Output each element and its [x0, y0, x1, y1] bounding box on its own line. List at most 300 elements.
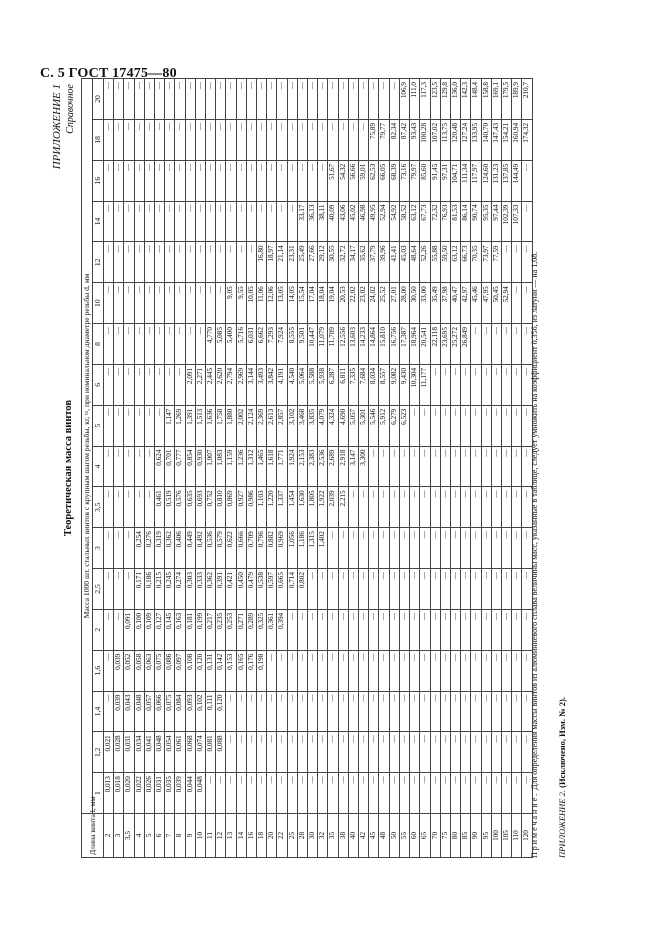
diameter-header: 20	[92, 79, 103, 120]
mass-cell: 129,8	[440, 79, 450, 120]
mass-cell: 0,163	[174, 609, 184, 650]
mass-cell: 4,191	[276, 364, 286, 405]
mass-cell: —	[185, 201, 195, 242]
mass-cell: —	[440, 364, 450, 405]
mass-cell: 35,49	[430, 283, 440, 324]
mass-cell: 0,479	[246, 569, 256, 610]
mass-cell: 0,176	[246, 650, 256, 691]
mass-cell: —	[287, 691, 297, 732]
mass-cell: 56,66	[348, 160, 358, 201]
mass-cell: —	[144, 119, 154, 160]
mass-cell: 0,075	[154, 650, 164, 691]
mass-cell: —	[276, 201, 286, 242]
mass-cell: 0,276	[144, 528, 154, 569]
mass-cell: 0,061	[174, 732, 184, 773]
mass-cell: 120,48	[450, 119, 460, 160]
mass-cell: 0,031	[154, 773, 164, 814]
mass-cell: —	[317, 160, 327, 201]
mass-cell: —	[246, 79, 256, 120]
mass-cell: —	[144, 364, 154, 405]
mass-cell: 5,400	[225, 324, 235, 365]
mass-cell: —	[236, 691, 246, 732]
mass-cell: —	[430, 405, 440, 446]
table-row	[481, 79, 491, 858]
mass-cell: 1,007	[205, 446, 215, 487]
mass-cell: 0,020	[123, 773, 133, 814]
mass-cell: —	[266, 160, 276, 201]
mass-cell: —	[113, 160, 123, 201]
mass-cell: —	[409, 487, 419, 528]
mass-cell: 36,13	[307, 201, 317, 242]
mass-cell: —	[440, 446, 450, 487]
mass-cell: 20,53	[338, 283, 348, 324]
mass-cell: 0,869	[225, 487, 235, 528]
mass-cell: 1,636	[205, 405, 215, 446]
mass-cell: —	[491, 364, 501, 405]
mass-cell: —	[511, 242, 521, 283]
length-cell: 95	[481, 814, 491, 858]
rotated-content	[51, 78, 611, 858]
length-cell: 22	[276, 814, 286, 858]
mass-cell: —	[287, 119, 297, 160]
mass-cell: 0,927	[236, 487, 246, 528]
length-cell: 4	[134, 814, 144, 858]
mass-cell: —	[266, 773, 276, 814]
mass-cell: 3,144	[246, 364, 256, 405]
mass-cell: —	[481, 569, 491, 610]
mass-cell: 25,272	[450, 324, 460, 365]
mass-cell: 2,369	[256, 405, 266, 446]
mass-cell: 0,108	[185, 650, 195, 691]
mass-cell: —	[491, 732, 501, 773]
mass-cell: —	[154, 405, 164, 446]
mass-cell: —	[511, 773, 521, 814]
mass-cell: —	[409, 773, 419, 814]
mass-cell: 67,73	[419, 201, 429, 242]
mass-cell: 158,8	[481, 79, 491, 120]
mass-cell: —	[440, 650, 450, 691]
mass-cell: —	[123, 283, 133, 324]
length-cell: 12	[215, 814, 225, 858]
mass-cell: —	[409, 691, 419, 732]
mass-cell: —	[450, 528, 460, 569]
mass-cell: —	[481, 773, 491, 814]
mass-cell: —	[113, 609, 123, 650]
mass-cell: 0,035	[164, 773, 174, 814]
table-row	[450, 79, 460, 858]
mass-cell: —	[256, 160, 266, 201]
mass-cell: —	[348, 732, 358, 773]
mass-cell: 0,021	[103, 732, 113, 773]
mass-cell: —	[134, 283, 144, 324]
mass-cell: —	[154, 283, 164, 324]
mass-cell: —	[266, 119, 276, 160]
mass-cell: 23,02	[358, 283, 368, 324]
mass-cell: 0,026	[144, 773, 154, 814]
mass-cell: —	[338, 691, 348, 732]
mass-cell: 0,091	[123, 609, 133, 650]
mass-cell: 0,131	[205, 650, 215, 691]
mass-cell: 63,12	[409, 201, 419, 242]
mass-cell: —	[368, 528, 378, 569]
length-cell: 85	[460, 814, 470, 858]
mass-cell: 9,501	[297, 324, 307, 365]
table-row	[164, 79, 174, 858]
table-row	[327, 79, 337, 858]
mass-cell: 117,3	[419, 79, 429, 120]
mass-cell: —	[358, 609, 368, 650]
mass-cell: —	[430, 528, 440, 569]
mass-cell: 0,044	[185, 773, 195, 814]
mass-cell: —	[154, 119, 164, 160]
diameter-header: 12	[92, 242, 103, 283]
mass-cell: —	[440, 609, 450, 650]
diameter-header: 10	[92, 283, 103, 324]
mass-cell: 10,05	[246, 283, 256, 324]
mass-cell: 0,084	[174, 691, 184, 732]
length-cell: 10	[195, 814, 205, 858]
mass-cell: 10,304	[409, 364, 419, 405]
mass-cell: —	[511, 569, 521, 610]
table-row	[338, 79, 348, 858]
mass-cell: —	[491, 773, 501, 814]
mass-cell: —	[399, 528, 409, 569]
table-row	[511, 79, 521, 858]
mass-cell: —	[450, 487, 460, 528]
mass-cell: —	[297, 732, 307, 773]
mass-cell: 3,835	[307, 405, 317, 446]
mass-cell: —	[113, 405, 123, 446]
mass-cell: —	[103, 446, 113, 487]
mass-cell: 47,95	[481, 283, 491, 324]
mass-cell: —	[246, 119, 256, 160]
mass-cell: —	[358, 528, 368, 569]
mass-cell: —	[205, 242, 215, 283]
mass-cell: 8,557	[378, 364, 388, 405]
mass-cell: —	[103, 79, 113, 120]
mass-cell: —	[481, 609, 491, 650]
mass-cell: —	[174, 242, 184, 283]
mass-cell: —	[103, 242, 113, 283]
mass-cell: 113,75	[440, 119, 450, 160]
mass-cell: —	[307, 650, 317, 691]
mass-cell: 104,71	[450, 160, 460, 201]
mass-cell: —	[123, 79, 133, 120]
mass-cell: 23,695	[440, 324, 450, 365]
mass-cell: 100,28	[419, 119, 429, 160]
mass-cell: —	[450, 364, 460, 405]
mass-cell: —	[225, 732, 235, 773]
mass-cell: —	[154, 160, 164, 201]
mass-cell: 1,269	[174, 405, 184, 446]
mass-cell: —	[327, 569, 337, 610]
mass-cell: 3,102	[287, 405, 297, 446]
mass-cell: —	[368, 487, 378, 528]
mass-cell: —	[195, 324, 205, 365]
mass-cell: —	[511, 364, 521, 405]
mass-cell: —	[103, 324, 113, 365]
mass-cell: —	[358, 487, 368, 528]
mass-cell: —	[144, 79, 154, 120]
mass-cell: —	[430, 446, 440, 487]
mass-cell: 0,752	[205, 487, 215, 528]
mass-cell: —	[317, 732, 327, 773]
mass-cell: 1,454	[287, 487, 297, 528]
mass-cell: —	[134, 405, 144, 446]
table-row	[430, 79, 440, 858]
mass-cell: —	[470, 324, 480, 365]
table-row	[287, 79, 297, 858]
mass-cell: —	[256, 691, 266, 732]
mass-cell: 15,810	[378, 324, 388, 365]
mass-cell: —	[491, 609, 501, 650]
mass-cell: 11,079	[317, 324, 327, 365]
mass-cell: 0,325	[256, 609, 266, 650]
mass-cell: 90,74	[470, 201, 480, 242]
mass-cell: 5,588	[307, 364, 317, 405]
mass-cell: 5,301	[358, 405, 368, 446]
mass-cell: —	[287, 650, 297, 691]
mass-cell: —	[419, 609, 429, 650]
mass-cell: 6,279	[389, 405, 399, 446]
table-row	[246, 79, 256, 858]
mass-cell: 137,85	[501, 160, 511, 201]
mass-cell: —	[297, 609, 307, 650]
mass-cell: —	[460, 528, 470, 569]
mass-cell: 0,066	[154, 691, 164, 732]
mass-cell: —	[440, 528, 450, 569]
mass-cell: —	[256, 773, 266, 814]
mass-cell: —	[501, 609, 511, 650]
mass-cell: 0,186	[144, 569, 154, 610]
length-cell: 30	[307, 814, 317, 858]
table-row	[154, 79, 164, 858]
length-cell: 3	[113, 814, 123, 858]
mass-cell: 59,50	[440, 242, 450, 283]
mass-cell: 45,02	[348, 201, 358, 242]
mass-cell: —	[419, 487, 429, 528]
mass-cell: —	[450, 609, 460, 650]
mass-cell: —	[419, 405, 429, 446]
mass-cell: 0,624	[154, 446, 164, 487]
mass-cell: —	[297, 119, 307, 160]
mass-cell: —	[246, 773, 256, 814]
mass-cell: —	[246, 691, 256, 732]
mass-cell: —	[276, 650, 286, 691]
mass-cell: —	[470, 405, 480, 446]
mass-cell: —	[511, 650, 521, 691]
length-cell: 25	[287, 814, 297, 858]
mass-cell: 66,05	[378, 160, 388, 201]
mass-cell: 76,93	[440, 201, 450, 242]
mass-cell: 2,857	[276, 405, 286, 446]
mass-cell: 0,028	[113, 732, 123, 773]
mass-cell: —	[501, 691, 511, 732]
mass-cell: —	[236, 773, 246, 814]
mass-cell: 2,383	[307, 446, 317, 487]
mass-cell: —	[287, 79, 297, 120]
mass-cell: —	[205, 119, 215, 160]
mass-cell: 12,06	[266, 283, 276, 324]
mass-cell: —	[521, 242, 531, 283]
mass-cell: —	[501, 528, 511, 569]
mass-cell: 49,95	[368, 201, 378, 242]
mass-cell: 63,12	[450, 242, 460, 283]
mass-cell: 0,597	[266, 569, 276, 610]
mass-cell: —	[307, 569, 317, 610]
mass-cell: 5,064	[297, 364, 307, 405]
mass-cell: —	[144, 160, 154, 201]
mass-cell: —	[460, 405, 470, 446]
mass-cell: —	[521, 201, 531, 242]
mass-cell: 0,391	[215, 569, 225, 610]
mass-cell: —	[501, 732, 511, 773]
mass-cell: —	[307, 691, 317, 732]
mass-cell: —	[430, 691, 440, 732]
mass-cell: 33,00	[419, 283, 429, 324]
length-cell: 80	[450, 814, 460, 858]
mass-cell: 0,666	[236, 528, 246, 569]
mass-cell: —	[470, 732, 480, 773]
mass-cell: —	[103, 405, 113, 446]
mass-cell: —	[164, 160, 174, 201]
mass-cell: —	[450, 405, 460, 446]
mass-cell: —	[450, 446, 460, 487]
mass-cell: 16,80	[256, 242, 266, 283]
mass-cell: 27,66	[307, 242, 317, 283]
mass-cell: —	[440, 405, 450, 446]
mass-cell: 123,5	[430, 79, 440, 120]
mass-cell: —	[205, 773, 215, 814]
mass-cell: —	[470, 650, 480, 691]
mass-cell: —	[368, 79, 378, 120]
mass-cell: 73,97	[481, 242, 491, 283]
mass-cell: —	[389, 528, 399, 569]
mass-cell: 37,79	[368, 242, 378, 283]
mass-cell: 0,271	[236, 609, 246, 650]
mass-cell: —	[491, 405, 501, 446]
mass-cell: —	[501, 242, 511, 283]
mass-cell: 0,333	[195, 569, 205, 610]
mass-cell: 0,969	[276, 528, 286, 569]
mass-cell: 39,96	[378, 242, 388, 283]
mass-cell: —	[123, 364, 133, 405]
table-row	[378, 79, 388, 858]
mass-cell: 29,12	[317, 242, 327, 283]
mass-cell: —	[327, 609, 337, 650]
mass-cell: —	[521, 487, 531, 528]
mass-cell: 169,1	[491, 79, 501, 120]
mass-cell: —	[430, 364, 440, 405]
mass-cell: 62,53	[368, 160, 378, 201]
mass-cell: 95,35	[481, 201, 491, 242]
mass-cell: 0,714	[287, 569, 297, 610]
mass-cell: —	[225, 691, 235, 732]
appendix-2-title: ПРИЛОЖЕНИЕ 2.	[556, 790, 567, 858]
mass-cell: —	[460, 364, 470, 405]
mass-cell: 77,59	[491, 242, 501, 283]
mass-cell: —	[266, 650, 276, 691]
mass-cell: 0,109	[144, 609, 154, 650]
mass-cell: —	[276, 732, 286, 773]
mass-cell: —	[521, 283, 531, 324]
mass-cell: 3,493	[256, 364, 266, 405]
mass-cell: 0,039	[113, 691, 123, 732]
mass-cell: —	[113, 487, 123, 528]
mass-cell: 50,45	[491, 283, 501, 324]
mass-cell: 15,54	[297, 283, 307, 324]
mass-cell: 0,022	[134, 773, 144, 814]
mass-cell: —	[276, 773, 286, 814]
mass-cell: 1,337	[276, 487, 286, 528]
mass-cell: —	[450, 773, 460, 814]
mass-cell: 1,083	[215, 446, 225, 487]
mass-cell: —	[389, 773, 399, 814]
mass-cell: —	[470, 609, 480, 650]
mass-cell: —	[409, 609, 419, 650]
mass-cell: 0,058	[134, 650, 144, 691]
mass-cell: 6,031	[246, 324, 256, 365]
mass-cell: 3,300	[358, 446, 368, 487]
mass-cell: —	[307, 609, 317, 650]
mass-cell: 179,5	[501, 79, 511, 120]
mass-cell: 0,536	[205, 528, 215, 569]
mass-cell: 17,04	[307, 283, 317, 324]
table-row	[297, 79, 307, 858]
mass-cell: —	[470, 773, 480, 814]
mass-cell: —	[501, 773, 511, 814]
mass-cell: 0,102	[195, 691, 205, 732]
mass-cell: 8,555	[287, 324, 297, 365]
mass-cell: 0,153	[225, 650, 235, 691]
mass-cell: —	[113, 283, 123, 324]
mass-cell: —	[215, 79, 225, 120]
mass-cell: —	[113, 242, 123, 283]
mass-cell: —	[501, 364, 511, 405]
mass-cell: 0,198	[256, 650, 266, 691]
mass-cell: —	[103, 691, 113, 732]
mass-cell: 0,074	[195, 732, 205, 773]
length-cell: 5	[144, 814, 154, 858]
mass-cell: —	[460, 446, 470, 487]
mass-cell: —	[134, 160, 144, 201]
mass-cell: —	[174, 283, 184, 324]
mass-cell: 8,034	[368, 364, 378, 405]
mass-cell: 5,912	[378, 405, 388, 446]
mass-cell: 0,579	[215, 528, 225, 569]
mass-cell: —	[134, 201, 144, 242]
mass-cell: 1,402	[317, 528, 327, 569]
mass-cell: —	[276, 160, 286, 201]
mass-cell: 0,165	[236, 650, 246, 691]
mass-cell: 0,048	[195, 773, 205, 814]
mass-cell: 2,215	[338, 487, 348, 528]
mass-cell: 73,16	[399, 160, 409, 201]
mass-cell: 0,057	[144, 691, 154, 732]
mass-cell: 0,394	[276, 609, 286, 650]
mass-cell: —	[154, 242, 164, 283]
mass-cell: 26,849	[460, 324, 470, 365]
mass-cell: 81,53	[450, 201, 460, 242]
mass-cell: 2,918	[338, 446, 348, 487]
mass-cell: —	[419, 528, 429, 569]
mass-cell: —	[307, 160, 317, 201]
mass-cell: 13,05	[276, 283, 286, 324]
length-cell: 11	[205, 814, 215, 858]
mass-cell: —	[368, 691, 378, 732]
mass-cell: 58,52	[399, 201, 409, 242]
table-row	[307, 79, 317, 858]
